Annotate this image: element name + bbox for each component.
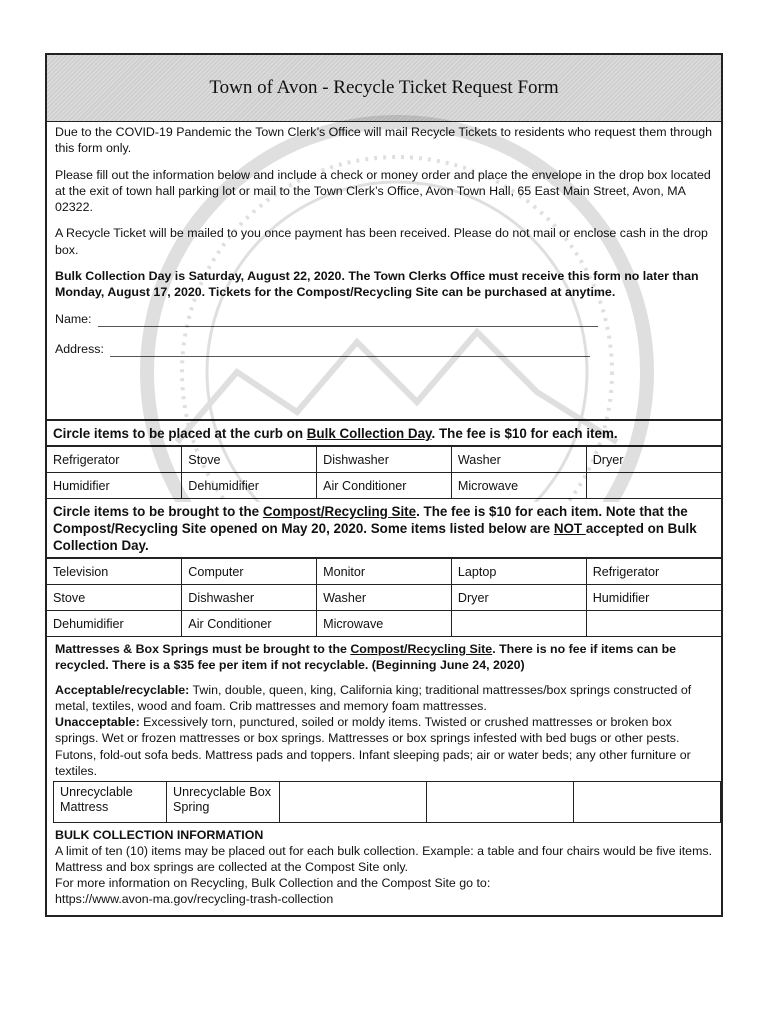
intro-paragraph-3: A Recycle Ticket will be mailed to you once payment has been received. Please do not mail or enclose cash in the drop box.	[55, 226, 708, 257]
name-row	[55, 311, 713, 327]
intro-section	[47, 122, 721, 421]
curb-item-empty	[586, 473, 721, 499]
curb-item[interactable]: Dishwasher	[317, 447, 452, 473]
mattress-table	[53, 781, 721, 823]
compost-item[interactable]: Refrigerator	[586, 559, 721, 585]
table-row	[47, 559, 721, 585]
acceptable-label: Acceptable/recyclable:	[55, 682, 190, 697]
unrecyclable-mattress-cell[interactable]: Unrecyclable Mattress	[54, 782, 167, 823]
mattress-head-fee: . There is no fee if items can be recycled. There is a $35 fee per item if not recyclable. (Beginning June 24, 2020)	[55, 642, 677, 673]
compost-item[interactable]: Dryer	[451, 585, 586, 611]
curb-item[interactable]: Dryer	[586, 447, 721, 473]
compost-site-link: Compost/Recycling Site	[350, 642, 493, 656]
curb-item[interactable]: Air Conditioner	[317, 473, 452, 499]
curb-item[interactable]: Dehumidifier	[182, 473, 317, 499]
bulk-info-url[interactable]: https://www.avon-ma.gov/recycling-trash-collection	[55, 892, 334, 907]
compost-item[interactable]: Computer	[182, 559, 317, 585]
mattress-head-text: Mattresses & Box Springs must be brought to the	[55, 642, 351, 656]
curb-item[interactable]: Refrigerator	[47, 447, 182, 473]
compost-item-empty	[451, 611, 586, 637]
intro-deadline: Bulk Collection Day is Saturday, August 22, 2020. The Town Clerks Office must receive this form no later than Monday, August 17, 2020. Tickets for the Compost/Recycling Site can be purchased at anytime.	[55, 269, 699, 300]
compost-site-link: Compost/Recycling Site	[262, 504, 417, 519]
compost-item[interactable]: Microwave	[317, 611, 452, 637]
acceptable-text	[55, 682, 713, 715]
curb-head-fee: . The fee is $10 for each item.	[431, 426, 618, 441]
curb-section-heading	[47, 421, 721, 446]
table-row	[47, 447, 721, 473]
curb-item[interactable]: Stove	[182, 447, 317, 473]
table-row	[47, 611, 721, 637]
curb-head-text: Circle items to be placed at the curb on	[53, 426, 307, 441]
table-row	[47, 473, 721, 499]
title-bar	[47, 55, 721, 122]
recycle-ticket-form	[45, 53, 723, 917]
address-row	[55, 341, 713, 357]
bulk-info-more: For more information on Recycling, Bulk Collection and the Compost Site go to:	[55, 876, 491, 891]
bulk-info-limit: A limit of ten (10) items may be placed out for each bulk collection. Example: a table and four chairs would be five items.	[55, 844, 713, 859]
name-field[interactable]	[98, 314, 598, 327]
unacceptable-label: Unacceptable:	[55, 715, 140, 730]
address-field[interactable]	[110, 344, 590, 357]
not-emphasis: NOT	[553, 521, 586, 536]
compost-item[interactable]: Washer	[317, 585, 452, 611]
bulk-info-mattress: Mattress and box springs are collected at the Compost Site only.	[55, 860, 409, 875]
intro-paragraph-1: Due to the COVID-19 Pandemic the Town Clerk’s Office will mail Recycle Tickets to residents who request them through this form only.	[55, 125, 712, 156]
unacceptable-text	[55, 714, 713, 779]
compost-item[interactable]: Laptop	[451, 559, 586, 585]
bulk-info-heading: BULK COLLECTION INFORMATION	[55, 828, 264, 843]
compost-item-empty	[586, 611, 721, 637]
name-label: Name:	[55, 311, 92, 326]
curb-item[interactable]: Humidifier	[47, 473, 182, 499]
compost-item[interactable]: Air Conditioner	[182, 611, 317, 637]
mattress-section	[47, 637, 721, 823]
compost-head-note: . The fee is $10 for each item. Note that the Compost/Recycling Site opened on May 20, 2020. Some items listed below are	[53, 504, 688, 536]
table-row	[47, 585, 721, 611]
bulk-collection-day-link: Bulk Collection Day	[306, 426, 432, 441]
compost-item[interactable]: Dishwasher	[182, 585, 317, 611]
compost-head-end: accepted on Bulk Collection Day.	[53, 521, 697, 553]
bulk-info-section	[47, 823, 721, 915]
compost-section-heading	[47, 499, 721, 558]
mattress-heading	[55, 641, 713, 674]
unacceptable-desc: Excessively torn, punctured, soiled or moldy items. Twisted or crushed mattresses or broken box springs. Wet or frozen mattresses or box springs. Mattresses or box springs infested with bed bugs or other pests. Futons, fold-out sofa beds. Mattress pads and toppers. Infant sleeping pads; air or water beds; any other furniture or textiles.	[55, 715, 691, 779]
compost-items-table	[47, 558, 721, 637]
compost-item[interactable]: Humidifier	[586, 585, 721, 611]
compost-item[interactable]: Dehumidifier	[47, 611, 182, 637]
compost-item[interactable]: Television	[47, 559, 182, 585]
curb-items-table	[47, 446, 721, 499]
address-label: Address:	[55, 341, 104, 356]
unrecyclable-box-spring-cell[interactable]: Unrecyclable Box Spring	[167, 782, 280, 823]
compost-head-text: Circle items to be brought to the	[53, 504, 263, 519]
curb-item[interactable]: Microwave	[451, 473, 586, 499]
mattress-empty-cell	[427, 782, 574, 823]
compost-item[interactable]: Stove	[47, 585, 182, 611]
mattress-empty-cell	[280, 782, 427, 823]
mattress-empty-cell	[574, 782, 721, 823]
compost-item[interactable]: Monitor	[317, 559, 452, 585]
form-title: Town of Avon - Recycle Ticket Request Form	[209, 77, 559, 98]
acceptable-desc: Twin, double, queen, king, California king; traditional mattresses/box springs constructed of metal, textiles, wood and foam. Crib mattresses and memory foam mattresses.	[55, 682, 692, 713]
curb-item[interactable]: Washer	[451, 447, 586, 473]
intro-paragraph-2: Please fill out the information below and include a check or money order and place the envelope in the drop box located at the exit of town hall parking lot or mail to the Town Clerk’s Office, Avon Town Hall, 65 East Main Street, Avon, MA 02322.	[55, 167, 711, 215]
table-row	[54, 782, 721, 823]
